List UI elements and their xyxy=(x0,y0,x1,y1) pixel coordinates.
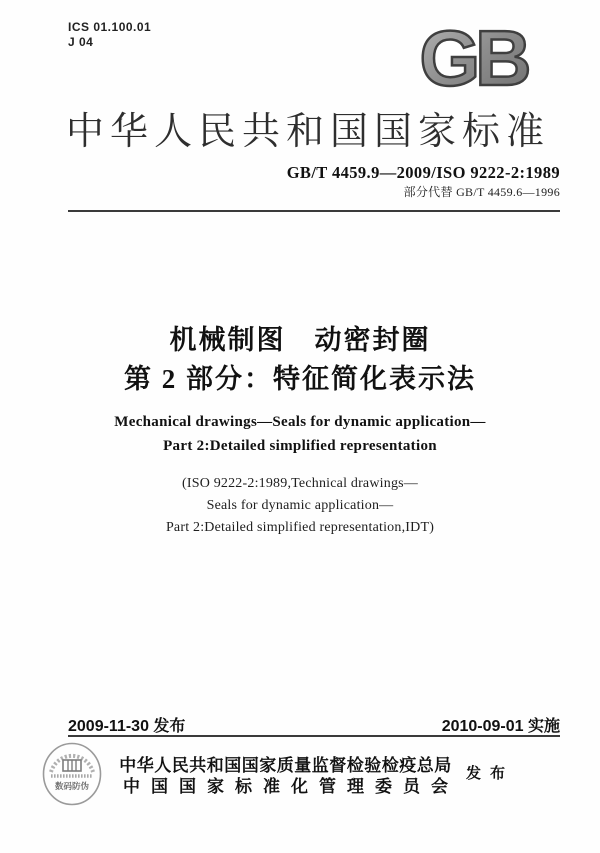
replaces-note: 部分代替 GB/T 4459.6—1996 xyxy=(403,185,560,199)
publish-label: 发布 xyxy=(466,766,515,782)
issue-date: 2009-11-30 发布 xyxy=(68,718,186,735)
agency-line1: 中华人民共和国国家质量监督检验检疫总局 xyxy=(119,756,452,775)
seal-icon xyxy=(42,742,102,806)
document-title-en-line1: Mechanical drawings—Seals for dynamic application— xyxy=(114,414,486,430)
iso-reference-line2: Seals for dynamic application— xyxy=(206,498,394,513)
agency-line2: 中国国家标准化管理委员会 xyxy=(123,777,459,796)
gb-logo-icon xyxy=(398,22,548,94)
svg-text:数码防伪: 数码防伪 xyxy=(54,781,90,791)
header-rule xyxy=(68,210,560,212)
ics-code-block xyxy=(68,20,151,50)
iso-reference-line1: (ISO 9222-2:1989,Technical drawings— xyxy=(181,476,418,491)
ics-code: ICS 01.100.01 xyxy=(68,20,152,34)
svg-text:GB: GB xyxy=(419,22,527,94)
document-title-cn-line2: 第 2 部分：特征简化表示法 xyxy=(124,364,476,394)
footer-rule xyxy=(68,735,560,737)
classification-code: J 04 xyxy=(68,35,94,49)
gb-logo xyxy=(398,22,548,94)
iso-reference-line3: Part 2:Detailed simplified representation,IDT) xyxy=(165,520,435,535)
document-title-cn-line1: 机械制图 动密封圈 xyxy=(169,325,431,355)
national-standard-title: 中华人民共和国国家标准 xyxy=(66,111,551,153)
standard-number: GB/T 4459.9—2009/ISO 9222-2:1989 xyxy=(286,163,560,182)
implementation-date: 2010-09-01 实施 xyxy=(441,718,560,735)
anti-counterfeit-seal xyxy=(42,742,102,806)
document-title-en-line2: Part 2:Detailed simplified representation xyxy=(163,438,437,454)
